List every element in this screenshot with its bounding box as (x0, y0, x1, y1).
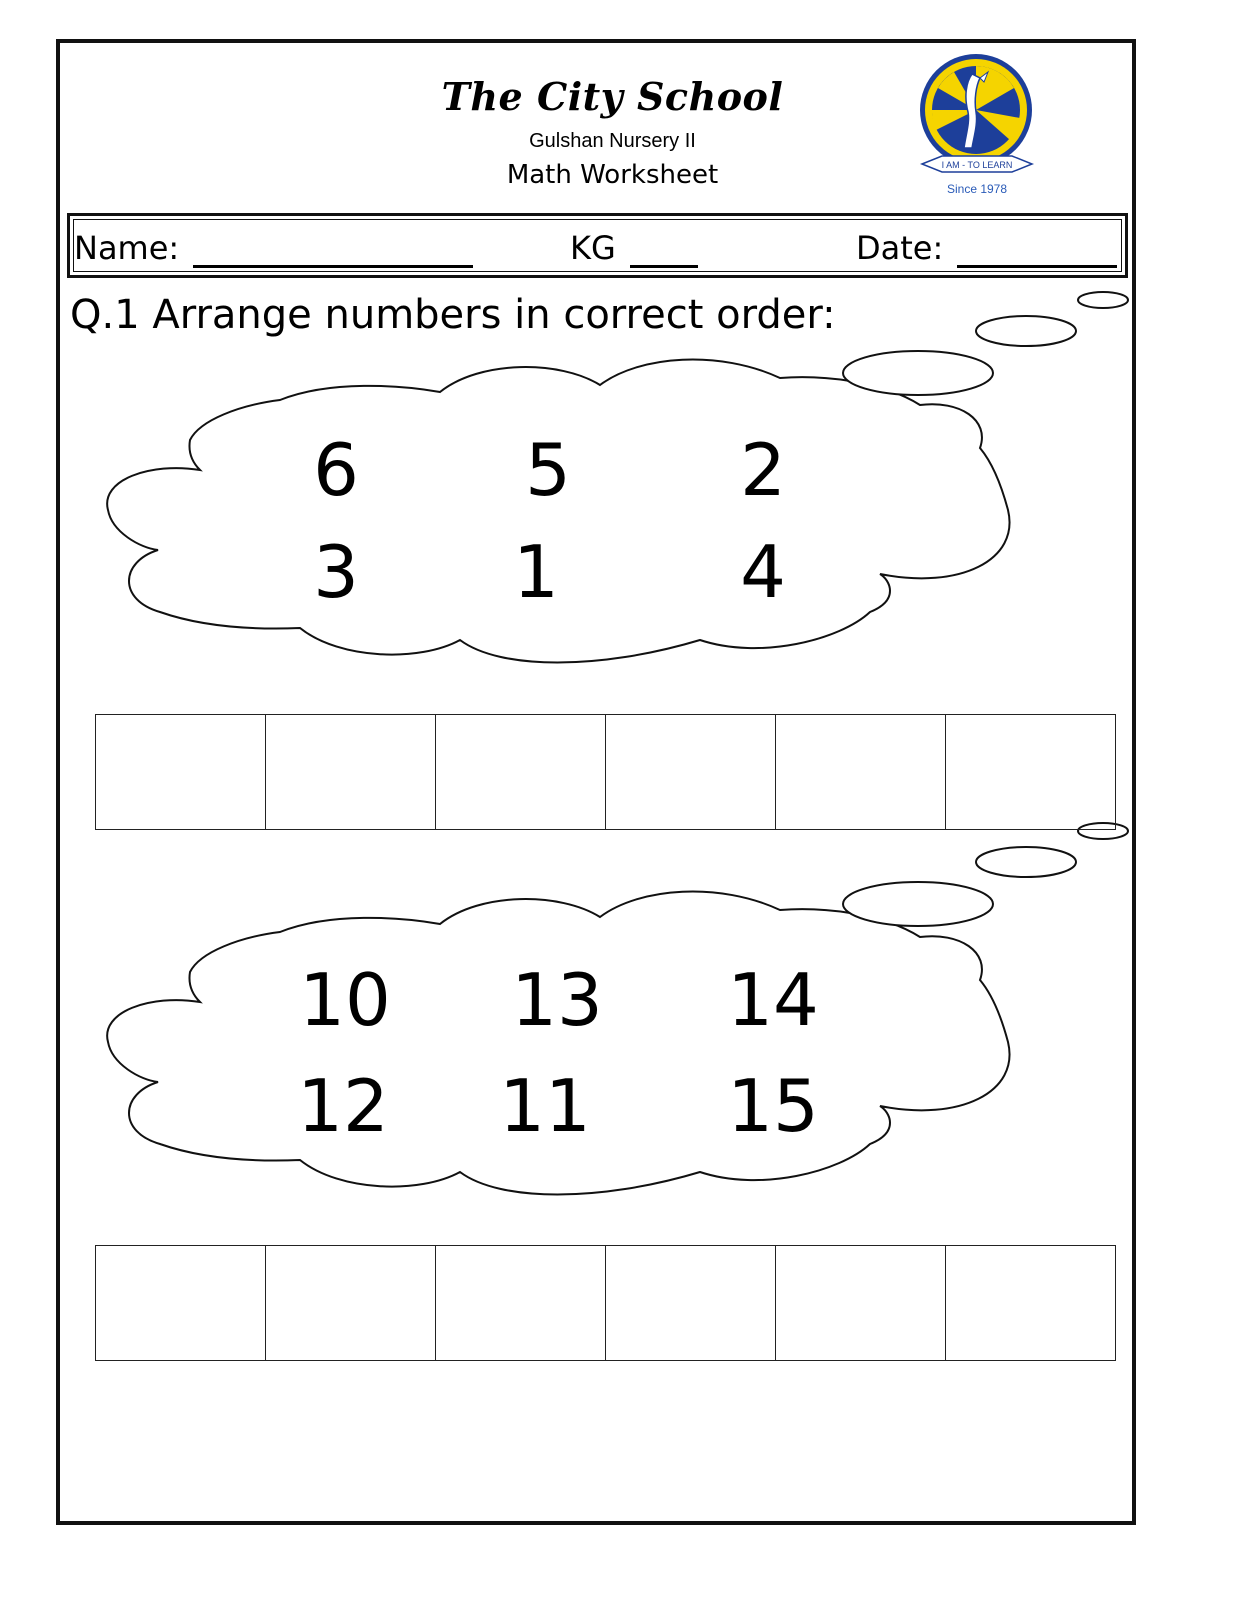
cloud-1-number-6: 4 (740, 530, 786, 614)
cloud-2-number-2: 13 (511, 958, 603, 1042)
worksheet-title: Math Worksheet (506, 160, 719, 190)
cloud-1-number-2: 5 (525, 428, 571, 512)
cloud-2-number-6: 15 (727, 1064, 819, 1148)
answer-box[interactable] (776, 1246, 946, 1360)
thought-cloud-1 (107, 292, 1128, 663)
cloud-1-number-5: 1 (513, 530, 559, 614)
cloud-2-number-4: 12 (297, 1064, 389, 1148)
answer-box[interactable] (946, 715, 1115, 829)
answer-box[interactable] (776, 715, 946, 829)
answer-box[interactable] (266, 715, 436, 829)
cloud-2-number-1: 10 (299, 958, 391, 1042)
answer-row-2 (95, 1245, 1116, 1361)
answer-box[interactable] (96, 715, 266, 829)
answer-box[interactable] (946, 1246, 1115, 1360)
thought-cloud-2 (107, 823, 1128, 1195)
answer-box[interactable] (96, 1246, 266, 1360)
answer-box[interactable] (606, 1246, 776, 1360)
logo-since-text: Since 1978 (946, 182, 1008, 196)
cloud-1-number-4: 3 (313, 530, 359, 614)
branch-name: Gulshan Nursery II (529, 130, 696, 152)
logo-banner-text: I AM - TO LEARN (941, 160, 1013, 170)
cloud-2-number-5: 11 (499, 1064, 591, 1148)
answer-row-1 (95, 714, 1116, 830)
answer-box[interactable] (606, 715, 776, 829)
answer-box[interactable] (436, 1246, 606, 1360)
school-name: The City School (441, 74, 784, 119)
cloud-1-number-1: 6 (313, 428, 359, 512)
cloud-2-number-3: 14 (727, 958, 819, 1042)
name-label: Name: (74, 229, 180, 267)
cloud-1-number-3: 2 (740, 428, 786, 512)
answer-box[interactable] (436, 715, 606, 829)
answer-box[interactable] (266, 1246, 436, 1360)
date-label: Date: (856, 229, 944, 267)
question-text: Q.1 Arrange numbers in correct order: (70, 292, 836, 338)
class-label: KG (570, 229, 616, 267)
